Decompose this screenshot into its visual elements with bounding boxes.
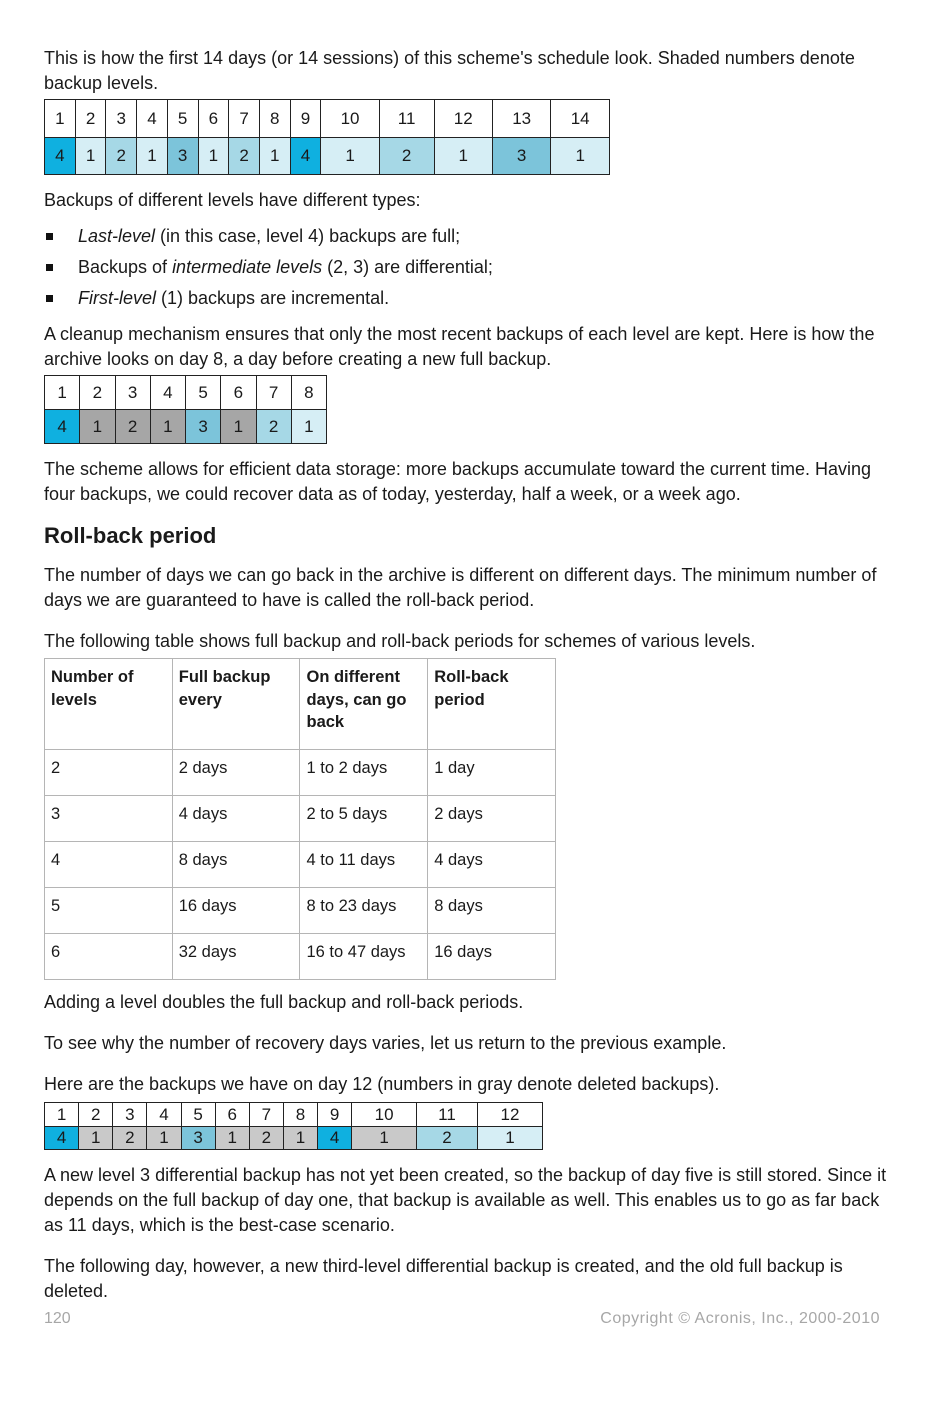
list-item-text: Backups of (78, 257, 173, 277)
page-footer (44, 1310, 880, 1328)
table-cell: 16 days (428, 934, 556, 980)
table-cell: 4 days (428, 842, 556, 888)
day8-day: 7 (256, 376, 291, 410)
table-cell: 5 (45, 888, 173, 934)
list-item (44, 252, 894, 283)
schedule-day: 6 (198, 100, 229, 138)
backup-types-list (44, 221, 894, 314)
column-header: Roll-back period (428, 659, 556, 750)
day8-day: 4 (150, 376, 185, 410)
table-cell: 32 days (172, 934, 300, 980)
day12-day: 7 (249, 1103, 283, 1127)
day8-day: 6 (221, 376, 256, 410)
list-item-emphasis: intermediate levels (172, 257, 323, 277)
day8-level-deleted: 1 (150, 410, 185, 444)
schedule-level: 2 (229, 138, 260, 175)
schedule-day: 4 (137, 100, 168, 138)
schedule-days-row (45, 100, 610, 138)
column-header: On different days, can go back (300, 659, 428, 750)
table-cell: 2 to 5 days (300, 796, 428, 842)
table-cell: 2 days (172, 750, 300, 796)
schedule-level: 1 (551, 138, 610, 175)
table-row (45, 842, 556, 888)
schedule-level: 1 (259, 138, 290, 175)
day12-day: 1 (45, 1103, 79, 1127)
table-cell: 4 days (172, 796, 300, 842)
schedule-day: 9 (290, 100, 321, 138)
table-cell: 6 (45, 934, 173, 980)
column-header: Full backup every (172, 659, 300, 750)
day8-day: 5 (186, 376, 221, 410)
schedule-levels-row (45, 138, 610, 175)
day8-days-row (45, 376, 327, 410)
day12-level: 2 (417, 1127, 478, 1150)
table-cell: 16 to 47 days (300, 934, 428, 980)
adding-level-paragraph: Adding a level doubles the full backup and roll-back periods. (44, 992, 524, 1012)
intro-paragraph: This is how the first 14 days (or 14 sessions) of this scheme's schedule look. Shaded numbers denote backup levels. (44, 48, 855, 93)
day12-level: 1 (477, 1127, 542, 1150)
schedule-day: 13 (492, 100, 550, 138)
table-intro: The following table shows full backup and roll-back periods for schemes of various levels. (44, 631, 756, 651)
list-item-emphasis: Last-level (78, 226, 156, 246)
table-cell: 2 (45, 750, 173, 796)
day12-day: 10 (352, 1103, 417, 1127)
efficiency-paragraph: The scheme allows for efficient data storage: more backups accumulate toward the current time. Having four backups, we could recover data as of today, yesterday, half a week, or a week ago. (44, 459, 872, 504)
table-row (45, 750, 556, 796)
schedule-level: 1 (321, 138, 379, 175)
day12-level: 4 (318, 1127, 352, 1150)
day12-day: 3 (113, 1103, 147, 1127)
schedule-day: 5 (167, 100, 198, 138)
day12-day: 5 (181, 1103, 215, 1127)
following-day-paragraph: The following day, however, a new third-level differential backup is created, and the old full backup is deleted. (44, 1256, 843, 1301)
table-cell: 16 days (172, 888, 300, 934)
list-item (44, 221, 894, 252)
schedule-level: 1 (198, 138, 229, 175)
day8-level: 3 (186, 410, 221, 444)
schedule-level: 1 (137, 138, 168, 175)
rollback-definition: The number of days we can go back in the archive is different on different days. The minimum number of days we are guaranteed to have is called the roll-back period. (44, 565, 877, 610)
day8-level: 4 (45, 410, 80, 444)
day12-level-deleted: 1 (215, 1127, 249, 1150)
day8-table (44, 375, 327, 444)
table-cell: 1 to 2 days (300, 750, 428, 796)
table-cell: 2 days (428, 796, 556, 842)
schedule-day: 14 (551, 100, 610, 138)
day8-day: 8 (291, 376, 326, 410)
table-cell: 3 (45, 796, 173, 842)
list-item (44, 283, 894, 314)
list-item-emphasis: First-level (78, 288, 157, 308)
day8-level: 2 (256, 410, 291, 444)
list-item-text: (1) backups are incremental. (156, 288, 390, 308)
schedule-level: 4 (45, 138, 76, 175)
day8-day: 1 (45, 376, 80, 410)
day12-level-deleted: 2 (113, 1127, 147, 1150)
schedule-day: 2 (75, 100, 106, 138)
day12-level-deleted: 2 (249, 1127, 283, 1150)
day8-level: 1 (291, 410, 326, 444)
table-cell: 4 (45, 842, 173, 888)
table-header-row (45, 659, 556, 750)
schedule-day: 11 (379, 100, 434, 138)
page-number: 120 (44, 1310, 71, 1327)
bullet-icon (46, 233, 53, 240)
day12-day: 6 (215, 1103, 249, 1127)
schedule-day: 8 (259, 100, 290, 138)
day8-day: 2 (80, 376, 115, 410)
schedule-day: 3 (106, 100, 137, 138)
table-cell: 8 days (172, 842, 300, 888)
schedule-level: 3 (167, 138, 198, 175)
day12-level: 4 (45, 1127, 79, 1150)
bullet-icon (46, 264, 53, 271)
day12-levels-row (45, 1127, 543, 1150)
list-item-text: (in this case, level 4) backups are full; (155, 226, 461, 246)
list-item-text: (2, 3) are differential; (322, 257, 493, 277)
column-header: Number of levels (45, 659, 173, 750)
schedule-level: 3 (492, 138, 550, 175)
day12-level: 3 (181, 1127, 215, 1150)
schedule-day: 1 (45, 100, 76, 138)
table-cell: 8 days (428, 888, 556, 934)
day12-level-deleted: 1 (283, 1127, 317, 1150)
day12-level-deleted: 1 (352, 1127, 417, 1150)
day8-level-deleted: 2 (115, 410, 150, 444)
day12-day: 12 (477, 1103, 542, 1127)
day12-level-deleted: 1 (79, 1127, 113, 1150)
day12-days-row (45, 1103, 543, 1127)
periods-table (44, 658, 556, 980)
section-heading: Roll-back period (44, 523, 217, 548)
cleanup-paragraph: A cleanup mechanism ensures that only the most recent backups of each level are kept. Here is how the archive looks on day 8, a day before creating a new full backup. (44, 324, 875, 369)
day12-intro: Here are the backups we have on day 12 (numbers in gray denote deleted backups). (44, 1074, 720, 1094)
schedule-day: 12 (434, 100, 492, 138)
day12-day: 2 (79, 1103, 113, 1127)
schedule-level: 2 (106, 138, 137, 175)
day12-level-deleted: 1 (147, 1127, 181, 1150)
table-row (45, 888, 556, 934)
see-why-paragraph: To see why the number of recovery days varies, let us return to the previous example. (44, 1033, 727, 1053)
schedule-level: 2 (379, 138, 434, 175)
day12-day: 4 (147, 1103, 181, 1127)
day12-day: 8 (283, 1103, 317, 1127)
new-level3-paragraph: A new level 3 differential backup has not yet been created, so the backup of day five is still stored. Since it depends on the full backup of day one, that backup is available as well. This enables us to go as far back as 11 days, which is the best-case scenario. (44, 1165, 887, 1235)
day8-level-deleted: 1 (80, 410, 115, 444)
schedule-table (44, 99, 610, 175)
copyright-notice: Copyright © Acronis, Inc., 2000-2010 (600, 1310, 880, 1327)
day12-table (44, 1102, 543, 1150)
day8-level-deleted: 1 (221, 410, 256, 444)
table-cell: 8 to 23 days (300, 888, 428, 934)
day12-day: 9 (318, 1103, 352, 1127)
table-row (45, 796, 556, 842)
types-intro: Backups of different levels have different types: (44, 190, 421, 210)
schedule-day: 10 (321, 100, 379, 138)
table-row (45, 934, 556, 980)
bullet-icon (46, 295, 53, 302)
schedule-level: 1 (75, 138, 106, 175)
day8-day: 3 (115, 376, 150, 410)
day8-levels-row (45, 410, 327, 444)
schedule-level: 1 (434, 138, 492, 175)
schedule-day: 7 (229, 100, 260, 138)
schedule-level: 4 (290, 138, 321, 175)
table-cell: 4 to 11 days (300, 842, 428, 888)
table-cell: 1 day (428, 750, 556, 796)
day12-day: 11 (417, 1103, 478, 1127)
